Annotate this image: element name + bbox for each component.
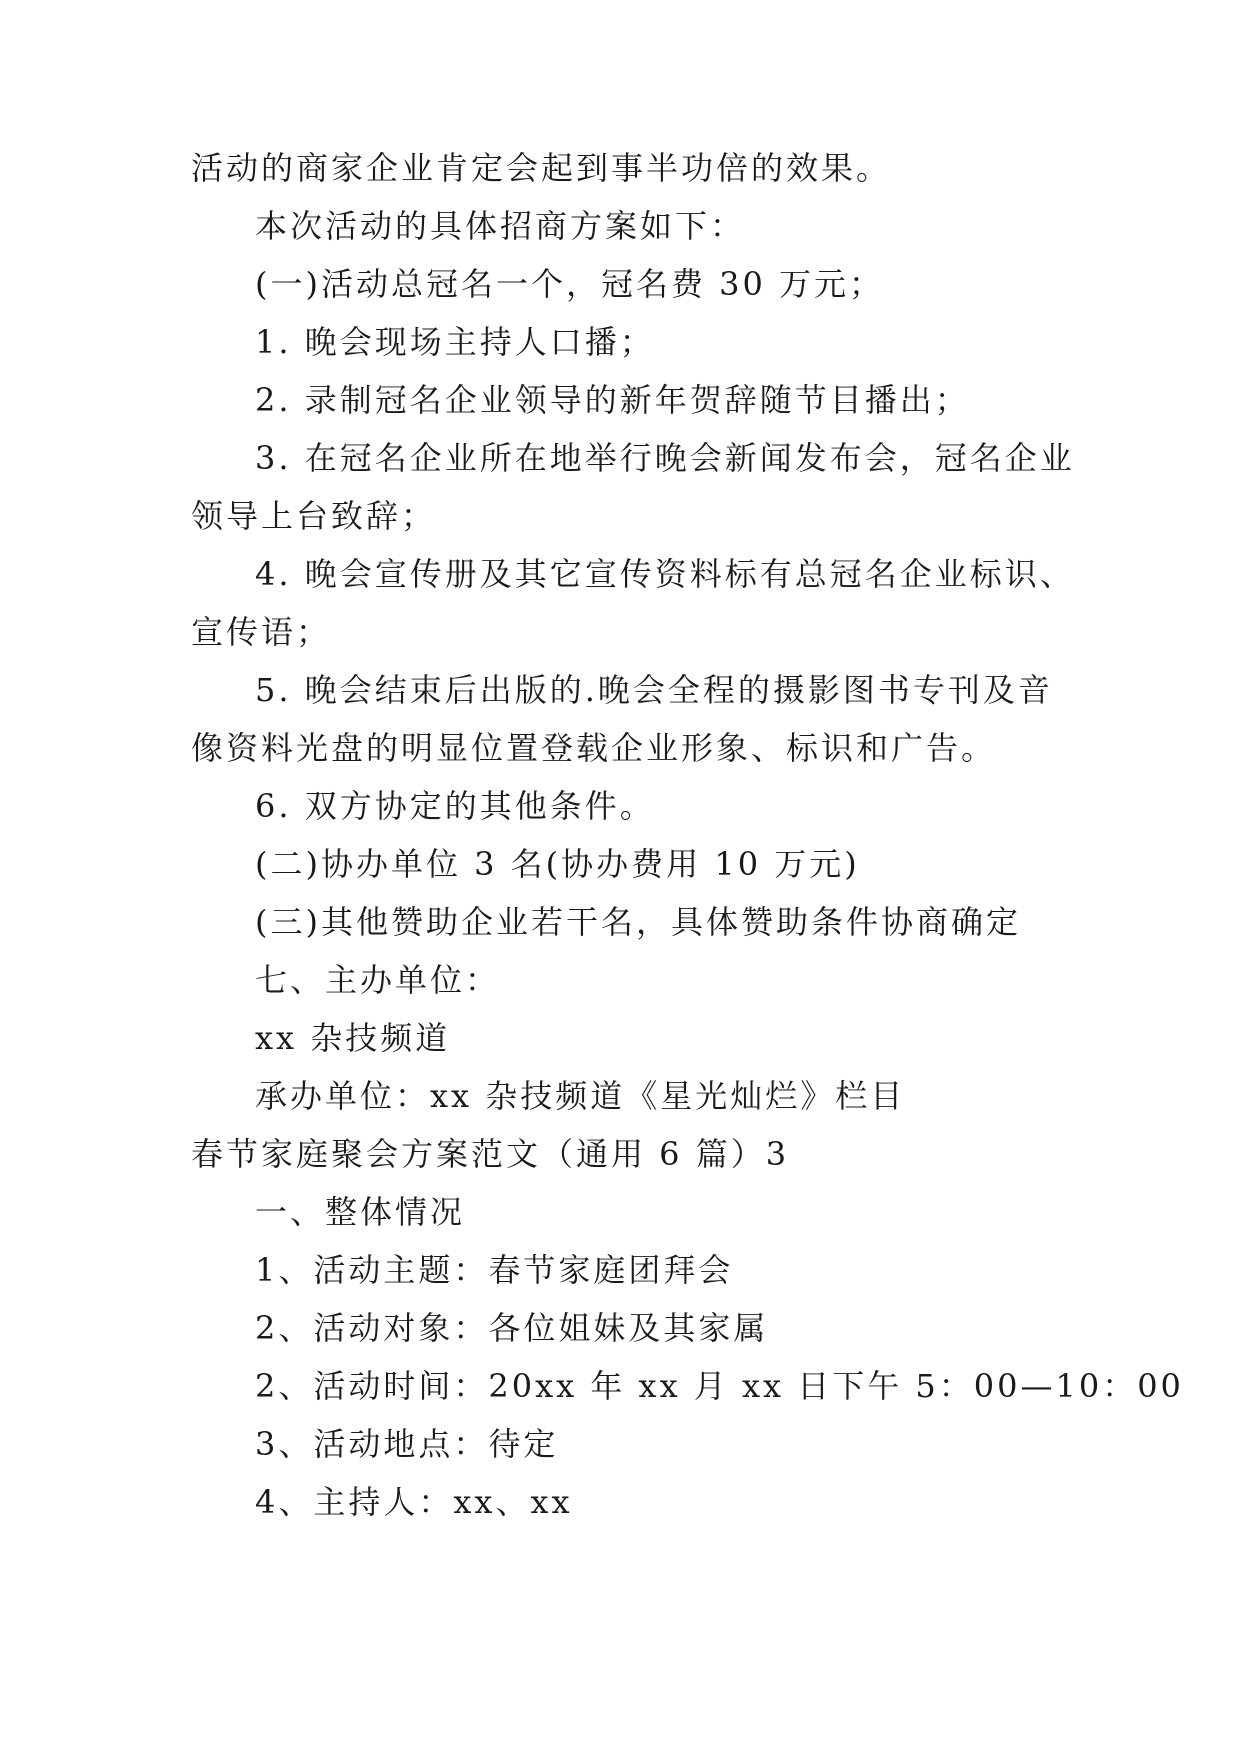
text-line: 本次活动的具体招商方案如下： [255, 207, 746, 245]
text-line: 5. 晚会结束后出版的.晚会全程的摄影图书专刊及音 [255, 671, 1053, 709]
text-line: xx 杂技频道 [255, 1019, 451, 1057]
text-line: 像资料光盘的明显位置登载企业形象、标识和广告。 [191, 729, 997, 767]
text-line: 领导上台致辞； [191, 497, 437, 535]
text-line: 3、活动地点：待定 [255, 1425, 559, 1463]
text-line: 宣传语； [191, 613, 332, 651]
text-line: (二)协办单位 3 名(协办费用 10 万元) [255, 845, 860, 883]
text-line: 七、主办单位： [255, 961, 501, 999]
text-line: 承办单位：xx 杂技频道《星光灿烂》栏目 [255, 1077, 906, 1115]
text-line: (一)活动总冠名一个，冠名费 30 万元； [255, 265, 885, 303]
text-line: 活动的商家企业肯定会起到事半功倍的效果。 [191, 149, 892, 187]
text-line: 2、活动对象：各位姐妹及其家属 [255, 1309, 769, 1347]
text-line: 2、活动时间：20xx 年 xx 月 xx 日下午 5：00—10：00 [255, 1367, 1184, 1405]
section-heading: 春节家庭聚会方案范文（通用 6 篇）3 [191, 1135, 790, 1173]
text-line: 一、整体情况 [255, 1193, 466, 1231]
text-line: (三)其他赞助企业若干名，具体赞助条件协商确定 [255, 903, 1021, 941]
text-line: 6. 双方协定的其他条件。 [255, 787, 655, 825]
text-line: 4、主持人：xx、xx [255, 1483, 573, 1521]
text-line: 1. 晚会现场主持人口播； [255, 323, 655, 361]
text-line: 1、活动主题：春节家庭团拜会 [255, 1251, 734, 1289]
text-line: 3. 在冠名企业所在地举行晚会新闻发布会，冠名企业 [255, 439, 1075, 477]
text-line: 4. 晚会宣传册及其它宣传资料标有总冠名企业标识、 [255, 555, 1075, 593]
text-line: 2. 录制冠名企业领导的新年贺辞随节目播出； [255, 381, 970, 419]
